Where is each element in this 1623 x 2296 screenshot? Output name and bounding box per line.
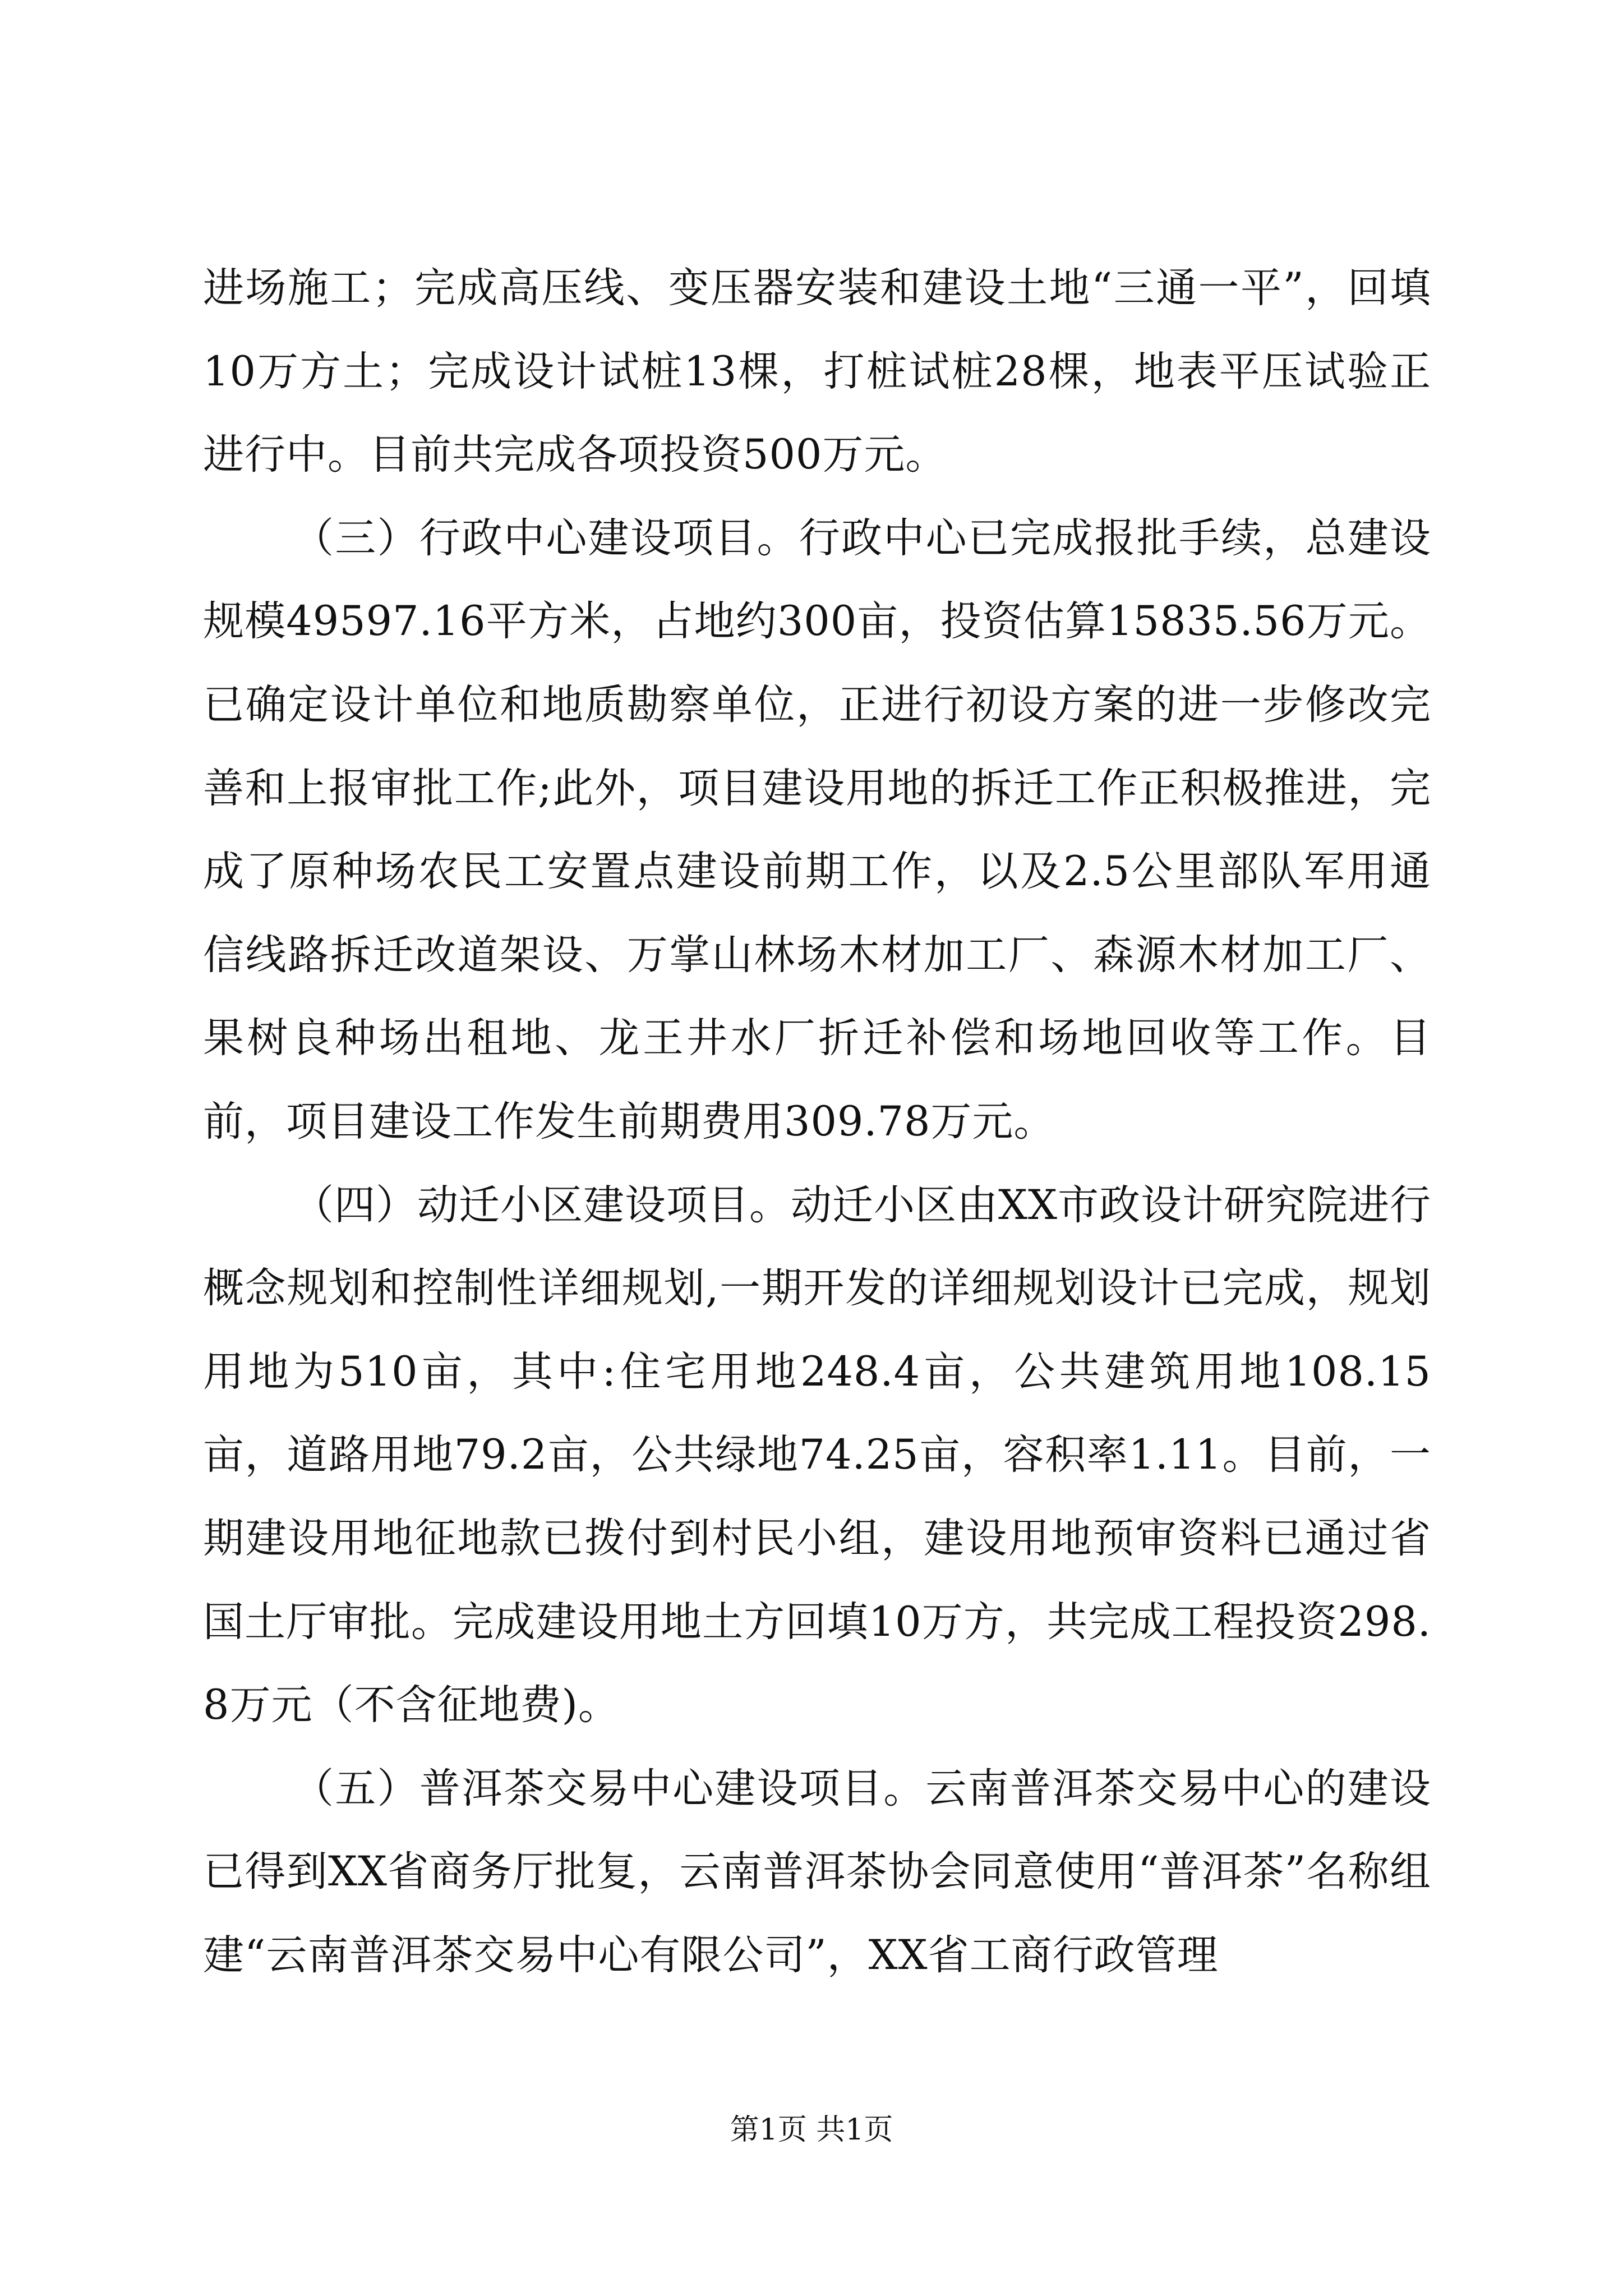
paragraph-puer-tea-exchange: （五）普洱茶交易中心建设项目。云南普洱茶交易中心的建设已得到XX省商务厅批复，云南普洱茶协会同意使用“普洱茶”名称组建“云南普洱茶交易中心有限公司”，XX省工商行政管理 (203, 1764, 1431, 1979)
paragraph-relocation-community: （四）动迁小区建设项目。动迁小区由XX市政设计研究院进行概念规划和控制性详细规划,一期开发的详细规划设计已完成，规划用地为510亩，其中:住宅用地248.4亩，公共建筑用地108.15亩，道路用地79.2亩，公共绿地74.25亩，容积率1.11。目前，一期建设用地征地款已拨付到村民小组，建设用地预审资料已通过省国土厅审批。完成建设用地土方回填10万方，共完成工程投资298.8万元（不含征地费)。 (203, 1181, 1431, 1729)
paragraph-continuation: 进场施工；完成高压线、变压器安装和建设土地“三通一平”，回填10万方土；完成设计试桩13棵，打桩试桩28棵，地表平压试验正进行中。目前共完成各项投资500万元。 (203, 264, 1431, 479)
page-footer: 第1页 共1页 (730, 2113, 893, 2147)
document-body (203, 247, 1431, 1997)
paragraph-administrative-center: （三）行政中心建设项目。行政中心已完成报批手续，总建设规模49597.16平方米，占地约300亩，投资估算15835.56万元。已确定设计单位和地质勘察单位，正进行初设方案的进一步修改完善和上报审批工作;此外，项目建设用地的拆迁工作正积极推进，完成了原种场农民工安置点建设前期工作，以及2.5公里部队军用通信线路拆迁改道架设、万掌山林场木材加工厂、森源木材加工厂、果树良种场出租地、龙王井水厂折迁补偿和场地回收等工作。目前，项目建设工作发生前期费用309.78万元。 (203, 514, 1431, 1145)
